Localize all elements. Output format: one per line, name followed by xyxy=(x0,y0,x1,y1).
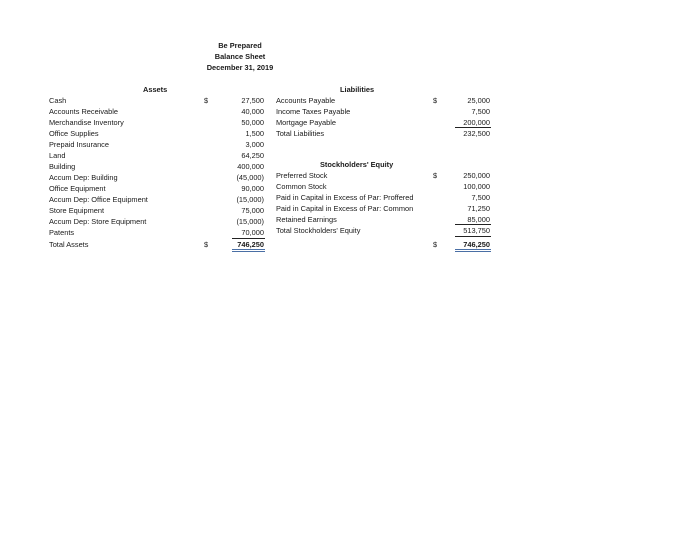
statement-date: December 31, 2019 xyxy=(206,63,274,72)
asset-label: Land xyxy=(49,151,66,160)
equity-amount: 7,500 xyxy=(471,193,490,202)
equity-currency-symbol: $ xyxy=(433,171,438,180)
asset-amount: 27,500 xyxy=(241,96,264,105)
equity-label: Paid in Capital in Excess of Par: Proffered xyxy=(276,193,414,202)
equity-label: Preferred Stock xyxy=(276,171,328,180)
asset-amount: 400,000 xyxy=(237,162,264,171)
assets-subtotal-underline xyxy=(232,238,265,239)
total-assets-double-underline xyxy=(232,249,265,252)
asset-amount: (15,000) xyxy=(236,217,264,226)
total-assets-label: Total Assets xyxy=(49,240,89,249)
asset-label: Patents xyxy=(49,228,75,237)
asset-amount: 70,000 xyxy=(241,228,264,237)
equity-total-underline xyxy=(455,236,491,237)
liability-amount: 200,000 xyxy=(463,118,490,127)
asset-label: Merchandise Inventory xyxy=(49,118,124,127)
equity-amount: 250,000 xyxy=(463,171,490,180)
company-name: Be Prepared xyxy=(218,41,262,50)
liabilities-heading: Liabilities xyxy=(340,85,375,94)
asset-amount: 40,000 xyxy=(241,107,264,116)
asset-amount: 64,250 xyxy=(241,151,264,160)
total-liabilities-and-equity-amount: 746,250 xyxy=(463,240,490,249)
total-assets-currency-symbol: $ xyxy=(204,240,209,249)
asset-amount: 75,000 xyxy=(241,206,264,215)
asset-label: Accounts Receivable xyxy=(49,107,119,116)
asset-amount: (45,000) xyxy=(236,173,264,182)
total-liabilities-amount: 232,500 xyxy=(463,129,490,138)
total-liabilities-label: Total Liabilities xyxy=(276,129,325,138)
assets-currency-symbol: $ xyxy=(204,96,209,105)
asset-label: Accum Dep: Building xyxy=(49,173,118,182)
liability-amount: 25,000 xyxy=(467,96,490,105)
equity-label: Common Stock xyxy=(276,182,327,191)
equity-subtotal-underline xyxy=(455,224,491,225)
asset-label: Cash xyxy=(49,96,67,105)
liability-label: Mortgage Payable xyxy=(276,118,336,127)
total-equity-amount: 513,750 xyxy=(463,226,490,235)
asset-label: Store Equipment xyxy=(49,206,105,215)
total-equity-label: Total Stockholders' Equity xyxy=(276,226,361,235)
equity-label: Retained Earnings xyxy=(276,215,337,224)
liabilities-subtotal-underline xyxy=(455,127,491,128)
statement-title: Balance Sheet xyxy=(214,52,266,61)
asset-label: Accum Dep: Office Equipment xyxy=(49,195,148,204)
grand-total-double-underline xyxy=(455,249,491,252)
asset-label: Accum Dep: Store Equipment xyxy=(49,217,147,226)
equity-amount: 85,000 xyxy=(467,215,490,224)
equity-amount: 100,000 xyxy=(463,182,490,191)
asset-label: Office Equipment xyxy=(49,184,106,193)
total-assets-amount: 746,250 xyxy=(237,240,264,249)
equity-heading: Stockholders' Equity xyxy=(320,160,394,169)
liabilities-currency-symbol: $ xyxy=(433,96,438,105)
asset-amount: 3,000 xyxy=(245,140,264,149)
assets-heading: Assets xyxy=(143,85,168,94)
liability-label: Accounts Payable xyxy=(276,96,336,105)
equity-label: Paid in Capital in Excess of Par: Common xyxy=(276,204,414,213)
grand-total-currency-symbol: $ xyxy=(433,240,438,249)
liability-amount: 7,500 xyxy=(471,107,490,116)
asset-amount: 1,500 xyxy=(245,129,264,138)
equity-amount: 71,250 xyxy=(467,204,490,213)
liability-label: Income Taxes Payable xyxy=(276,107,351,116)
asset-amount: (15,000) xyxy=(236,195,264,204)
asset-label: Prepaid Insurance xyxy=(49,140,109,149)
asset-amount: 90,000 xyxy=(241,184,264,193)
asset-label: Building xyxy=(49,162,76,171)
asset-label: Office Supplies xyxy=(49,129,99,138)
asset-amount: 50,000 xyxy=(241,118,264,127)
